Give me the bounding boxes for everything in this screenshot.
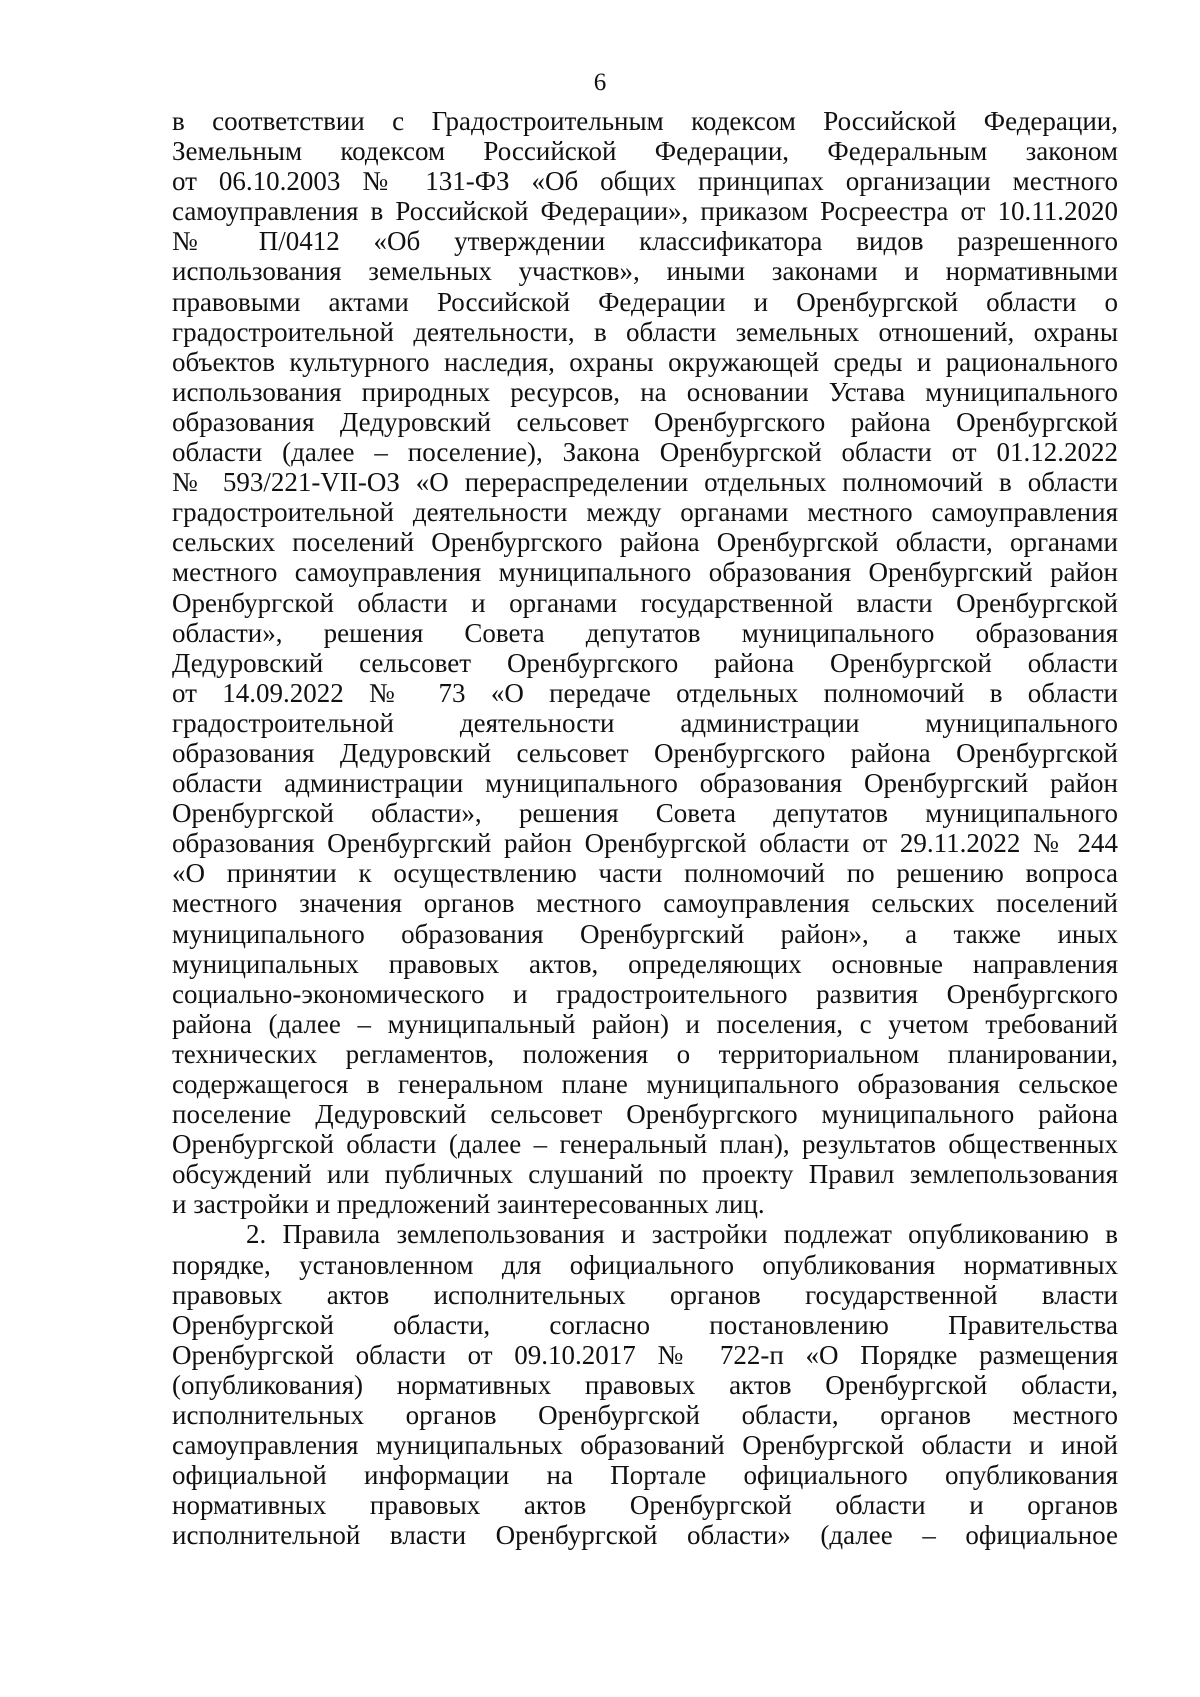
text-line: (опубликования) нормативных правовых актов Оренбургской области, <box>172 1369 1118 1400</box>
text-line: в соответствии с Градостроительным кодексом Российской Федерации, <box>172 106 1118 136</box>
text-line: сельских поселений Оренбургского района Оренбургской области, органами <box>172 527 1118 558</box>
text-line: социально-экономического и градостроительного развития Оренбургского <box>172 978 1118 1009</box>
text-line: порядке, установленном для официального опубликования нормативных <box>172 1249 1118 1280</box>
text-line: исполнительных органов Оренбургской области, органов местного <box>172 1400 1118 1431</box>
paragraph <box>172 106 1118 1219</box>
text-line: Оренбургской области (далее – генеральный план), результатов общественных <box>172 1129 1118 1160</box>
text-line: от 14.09.2022 № 73 «О передаче отдельных полномочий в области <box>172 677 1118 708</box>
text-line: технических регламентов, положения о территориальном планировании, <box>172 1038 1118 1069</box>
text-line: местного самоуправления муниципального образования Оренбургский район <box>172 557 1118 588</box>
text-line: местного значения органов местного самоуправления сельских поселений <box>172 888 1118 919</box>
paragraph <box>172 1219 1118 1550</box>
text-line: и застройки и предложений заинтересованных лиц. <box>172 1189 765 1220</box>
text-line: поселение Дедуровский сельсовет Оренбургского муниципального района <box>172 1099 1118 1130</box>
text-line: официальной информации на Портале официального опубликования <box>172 1460 1118 1491</box>
text-line: исполнительной власти Оренбургской области» (далее – официальное <box>172 1520 1118 1551</box>
page-number: 6 <box>593 69 607 96</box>
body-text <box>172 106 1118 1551</box>
text-line: правовыми актами Российской Федерации и Оренбургской области о <box>172 286 1118 317</box>
text-line: Дедуровский сельсовет Оренбургского района Оренбургской области <box>172 647 1118 678</box>
text-line: 2. Правила землепользования и застройки подлежат опубликованию в <box>246 1219 1118 1250</box>
text-line: «О принятии к осуществлению части полномочий по решению вопроса <box>172 858 1118 889</box>
text-line: области», решения Совета депутатов муниципального образования <box>172 617 1118 648</box>
text-line: муниципальных правовых актов, определяющих основные направления <box>172 948 1118 979</box>
text-line: градостроительной деятельности между органами местного самоуправления <box>172 497 1118 528</box>
text-line: от 06.10.2003 № 131-ФЗ «Об общих принципах организации местного <box>172 166 1118 197</box>
text-line: использования земельных участков», иными законами и нормативными <box>172 256 1118 287</box>
text-line: обсуждений или публичных слушаний по проекту Правил землепользования <box>172 1159 1118 1190</box>
text-line: самоуправления в Российской Федерации», приказом Росреестра от 10.11.2020 <box>172 196 1118 227</box>
text-line: области (далее – поселение), Закона Оренбургской области от 01.12.2022 <box>172 437 1118 468</box>
text-line: самоуправления муниципальных образований Оренбургской области и иной <box>172 1430 1118 1461</box>
text-line: Оренбургской области», решения Совета депутатов муниципального <box>172 798 1118 829</box>
text-line: образования Дедуровский сельсовет Оренбургского района Оренбургской <box>172 406 1118 437</box>
text-line: градостроительной деятельности администрации муниципального <box>172 707 1118 738</box>
text-line: № 593/221-VII-ОЗ «О перераспределении отдельных полномочий в области <box>172 467 1118 498</box>
text-line: образования Оренбургский район Оренбургской области от 29.11.2022 № 244 <box>172 828 1118 859</box>
text-line: муниципального образования Оренбургский район», а также иных <box>172 918 1118 949</box>
text-line: градостроительной деятельности, в области земельных отношений, охраны <box>172 316 1118 347</box>
text-line: Оренбургской области, согласно постановлению Правительства <box>172 1309 1118 1340</box>
text-line: № П/0412 «Об утверждении классификатора видов разрешенного <box>172 226 1118 257</box>
text-line: области администрации муниципального образования Оренбургский район <box>172 768 1118 799</box>
text-line: содержащегося в генеральном плане муниципального образования сельское <box>172 1069 1118 1099</box>
text-line: объектов культурного наследия, охраны окружающей среды и рационального <box>172 346 1118 377</box>
text-line: образования Дедуровский сельсовет Оренбургского района Оренбургской <box>172 737 1118 768</box>
text-line: Земельным кодексом Российской Федерации, Федеральным законом <box>172 136 1118 167</box>
text-line: правовых актов исполнительных органов государственной власти <box>172 1279 1118 1310</box>
text-line: Оренбургской области и органами государственной власти Оренбургской <box>172 587 1118 618</box>
text-line: использования природных ресурсов, на основании Устава муниципального <box>172 376 1118 407</box>
text-line: нормативных правовых актов Оренбургской области и органов <box>172 1490 1118 1521</box>
text-line: Оренбургской области от 09.10.2017 № 722-п «О Порядке размещения <box>172 1339 1118 1370</box>
text-line: района (далее – муниципальный район) и поселения, с учетом требований <box>172 1008 1118 1039</box>
